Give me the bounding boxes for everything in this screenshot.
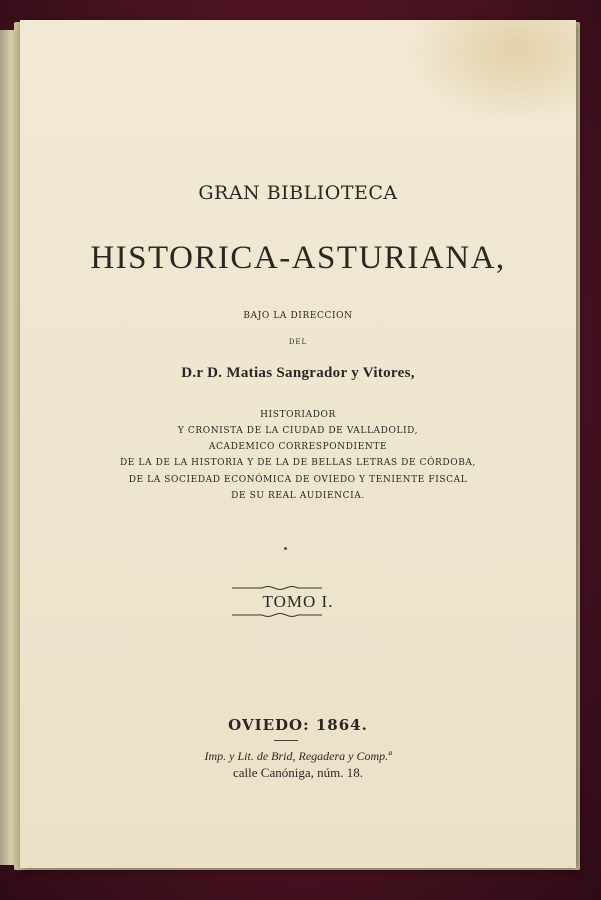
- credential-line: Y CRONISTA DE LA CIUDAD DE VALLADOLID,: [177, 426, 419, 436]
- ornamental-rule-top: [232, 585, 322, 591]
- title-page: [20, 20, 576, 868]
- direction-line: BAJO LA DIRECCION: [243, 311, 353, 321]
- credential-line: HISTORIADOR: [260, 410, 336, 420]
- address-line: calle Canóniga, núm. 18.: [233, 765, 363, 780]
- author-name: D.r D. Matias Sangrador y Vitores,: [181, 365, 415, 381]
- del-line: DEL: [288, 338, 308, 346]
- credential-line: ACADEMICO CORRESPONDIENTE: [208, 442, 388, 452]
- ornament-dot: [284, 547, 287, 550]
- imprint-divider: [274, 740, 298, 741]
- water-stain: [408, 20, 576, 122]
- credential-line: DE LA SOCIEDAD ECONÓMICA DE OVIEDO Y TENIENTE FISCAL: [128, 475, 468, 485]
- ornamental-rule-bottom: [232, 612, 322, 618]
- volume-label: TOMO I.: [262, 592, 334, 611]
- credential-line: DE SU REAL AUDIENCIA.: [231, 491, 365, 501]
- printer-line: Imp. y Lit. de Brid, Regadera y Comp.ª: [204, 749, 392, 763]
- city-year: OVIEDO: 1864.: [228, 716, 368, 734]
- credential-line: DE LA DE LA HISTORIA Y DE LA DE BELLAS LETRAS DE CÓRDOBA,: [119, 458, 476, 468]
- title-line-1: GRAN BIBLIOTECA: [198, 182, 398, 204]
- title-line-2: HISTORICA-ASTURIANA,: [90, 240, 506, 276]
